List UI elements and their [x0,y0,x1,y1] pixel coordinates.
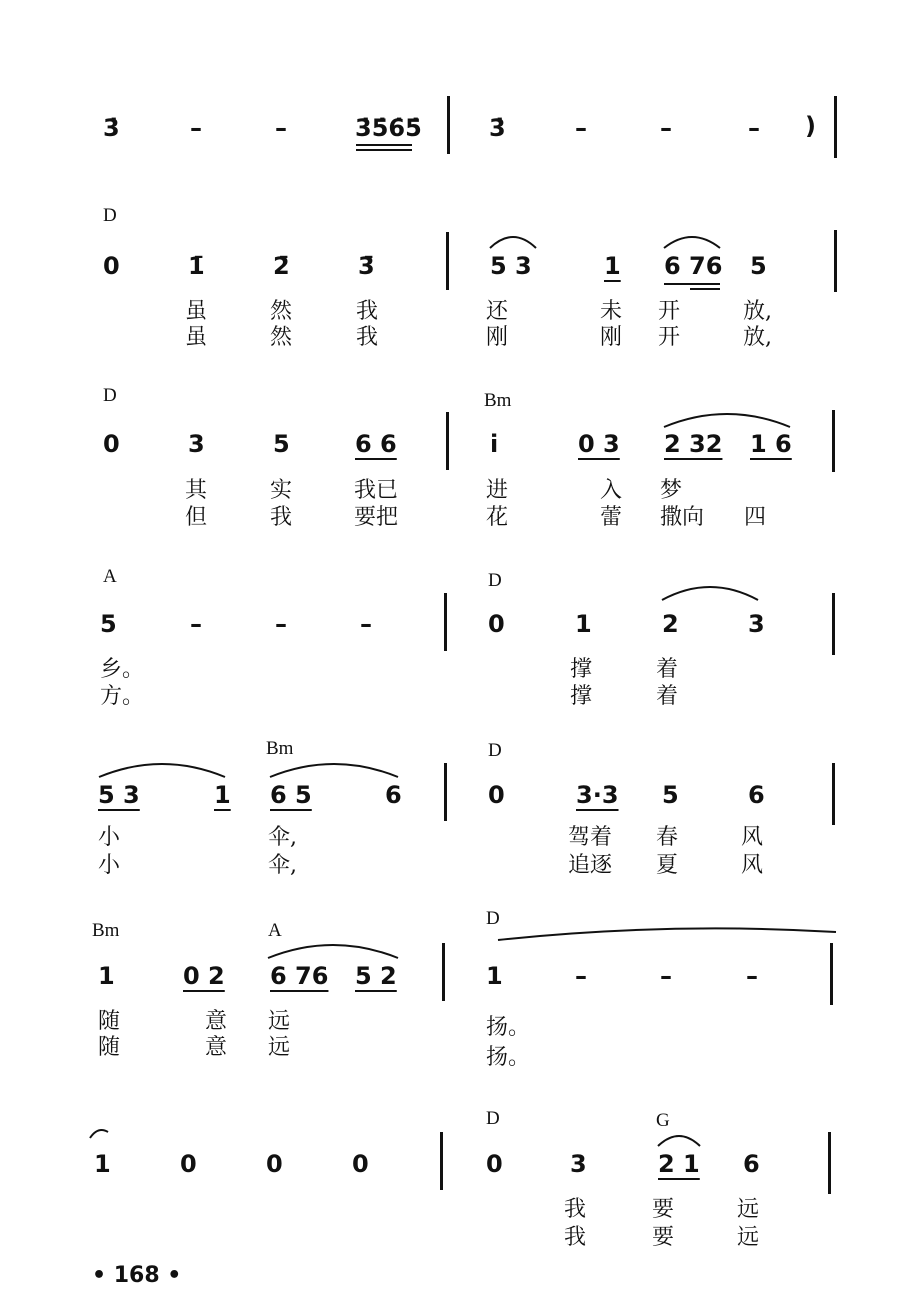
note: – [275,610,287,638]
lyric: 蕾 [600,505,623,530]
note: 3̇ [489,114,506,142]
barline [832,593,835,655]
barline [828,1132,831,1194]
barline [444,593,447,651]
lyric: 我 [564,1225,587,1250]
note: 5 2 [355,962,397,990]
barline [446,232,449,290]
lyric: 风 [741,853,764,878]
lyric: 花 [486,505,509,530]
chord-label: D [103,385,117,406]
lyric: 刚 [486,325,509,350]
note: – [748,114,760,142]
barline [442,943,445,1001]
barline [447,96,450,154]
note: 5 [273,430,290,458]
chord-label: Bm [266,738,294,759]
note: 6 76 [664,252,723,280]
lyric: 伞, [268,853,297,878]
lyric: 远 [737,1225,760,1250]
note: 1 [604,252,621,280]
lyric: 意 [205,1009,228,1034]
note: – [190,114,202,142]
note: 3 [748,610,765,638]
lyric: 伞, [268,825,297,850]
note: – [660,114,672,142]
barline [834,230,837,292]
note: 3̇5̇6̇5̇ [355,114,422,142]
note: 3 [188,430,205,458]
lyric: 入 [600,478,623,503]
barline [440,1132,443,1190]
slur [268,757,400,779]
lyric: 小 [98,825,121,850]
lyric: 撒向 [660,505,705,530]
note: 1 6 [750,430,792,458]
note: – [275,114,287,142]
lyric: 但 [185,505,208,530]
note: – [575,114,587,142]
chord-label: D [488,740,502,761]
lyric: 小 [98,853,121,878]
slur [488,230,538,250]
barline [834,96,837,158]
slur [660,580,760,602]
lyric: 我已 [354,478,399,503]
lyric: 虽 [185,299,208,324]
note: 5 [750,252,767,280]
note: – [360,610,372,638]
lyric: 然 [270,325,293,350]
note: 0 2 [183,962,225,990]
note: 0 [103,252,120,280]
note: 1 [575,610,592,638]
barline [830,943,833,1005]
lyric: 我 [356,325,379,350]
note: 1̄ [188,252,205,280]
lyric: 我 [270,505,293,530]
note: 6 [385,781,402,809]
chord-label: D [488,570,502,591]
note: i [490,430,499,458]
lyric: 远 [737,1197,760,1222]
barline [444,763,447,821]
lyric: 虽 [185,325,208,350]
note: 3̇ [103,114,120,142]
slur [656,1130,702,1148]
barline [446,412,449,470]
note: 5 3 [98,781,140,809]
note: 6 5 [270,781,312,809]
lyric: 四 [744,505,767,530]
lyric: 撑 [570,684,593,709]
lyric: 远 [268,1009,291,1034]
note: 2 [662,610,679,638]
chord-label: A [268,920,282,941]
note: 1 [214,781,231,809]
note: 1 [486,962,503,990]
lyric: 方。 [100,684,145,709]
note: 6 76 [270,962,329,990]
note: 5 3 [490,252,532,280]
lyric: 放, [743,325,772,350]
underline [664,283,720,285]
note: 1 [98,962,115,990]
lyric: 风 [741,825,764,850]
slur [496,926,838,942]
chord-label: D [486,1108,500,1129]
lyric: 扬。 [486,1045,531,1070]
chord-label: D [486,908,500,929]
lyric: 意 [205,1035,228,1060]
lyric: 还 [486,299,509,324]
lyric: 梦 [660,478,683,503]
note: 3 [570,1150,587,1178]
lyric: 随 [98,1009,121,1034]
underline [690,288,720,290]
note: 2 1 [658,1150,700,1178]
lyric: 春 [656,825,679,850]
note: 2 32 [664,430,723,458]
lyric: 追逐 [568,853,613,878]
repeat-paren: ) [805,112,816,140]
lyric: 未 [600,299,623,324]
lyric: 随 [98,1035,121,1060]
note: 0 [488,610,505,638]
note: – [190,610,202,638]
slur [662,407,792,429]
lyric: 开 [658,325,681,350]
page-number: • 168 • [92,1263,182,1288]
slur [266,938,400,960]
note: 0 [103,430,120,458]
lyric: 进 [486,478,509,503]
note: 1 [94,1150,111,1178]
note: 5 [662,781,679,809]
note: 0 [486,1150,503,1178]
note: 0 [352,1150,369,1178]
chord-label: Bm [92,920,120,941]
lyric: 乡。 [100,657,145,682]
lyric: 远 [268,1035,291,1060]
barline [832,410,835,472]
lyric: 要把 [354,505,399,530]
slur [97,757,227,779]
lyric: 驾着 [568,825,613,850]
note: 2̄ [273,252,290,280]
note: 6 [743,1150,760,1178]
barline [832,763,835,825]
chord-label: G [656,1110,670,1131]
note: – [575,962,587,990]
note: 3·3 [576,781,619,809]
lyric: 撑 [570,657,593,682]
chord-label: A [103,566,117,587]
lyric: 扬。 [486,1015,531,1040]
lyric: 开 [658,299,681,324]
lyric: 着 [656,684,679,709]
note: – [660,962,672,990]
lyric: 要 [652,1197,675,1222]
lyric: 实 [270,478,293,503]
note: 5 [100,610,117,638]
note: 0 3 [578,430,620,458]
lyric: 要 [652,1225,675,1250]
chord-label: Bm [484,390,512,411]
underline [356,144,412,146]
note: 0 [488,781,505,809]
lyric: 夏 [656,853,679,878]
slur [662,230,722,250]
chord-label: D [103,205,117,226]
lyric: 其 [185,478,208,503]
lyric: 刚 [600,325,623,350]
lyric: 放, [743,299,772,324]
note: 6 [748,781,765,809]
lyric: 然 [270,299,293,324]
note: 3̄ [358,252,375,280]
note: 0 [180,1150,197,1178]
lyric: 我 [564,1197,587,1222]
lyric: 我 [356,299,379,324]
note: – [746,962,758,990]
underline [356,149,412,151]
slur [88,1126,110,1142]
note: 6 6 [355,430,397,458]
note: 0 [266,1150,283,1178]
lyric: 着 [656,657,679,682]
